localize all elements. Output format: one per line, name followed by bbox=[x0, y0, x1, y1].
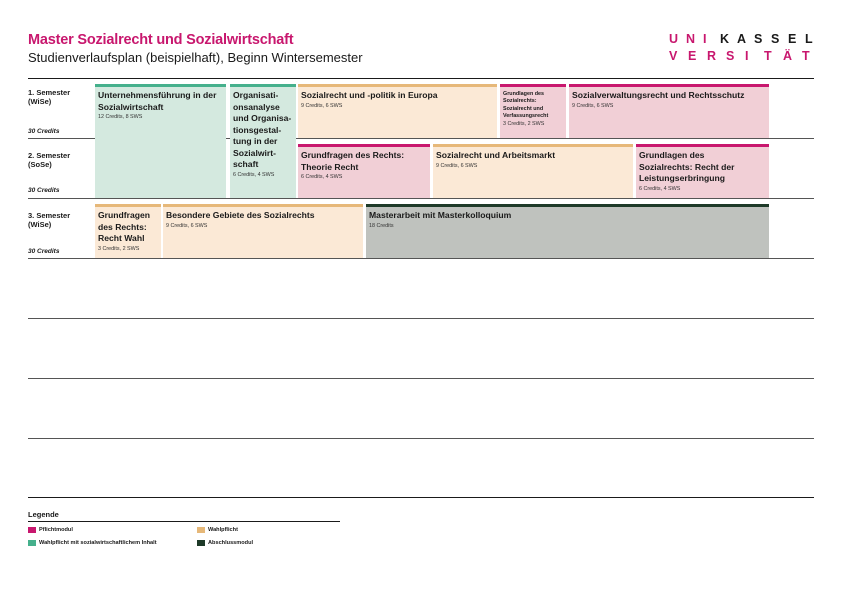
semester-label-1: 1. Semester (WiSe) bbox=[28, 88, 71, 106]
semester-divider-3 bbox=[28, 258, 814, 259]
module-title: Besondere Gebiete des Sozialrechts bbox=[166, 210, 315, 220]
module-theorie-recht[interactable] bbox=[298, 144, 430, 198]
legend-label: Wahlpflicht mit sozialwirtschaftlichem Inhalt bbox=[39, 540, 157, 546]
module-besondere-gebiete[interactable] bbox=[163, 204, 363, 258]
legend-label: Wahlpflicht bbox=[208, 527, 238, 533]
module-unternehmensfuehrung[interactable] bbox=[95, 84, 226, 198]
legend-divider bbox=[28, 521, 340, 522]
empty-row-divider-1 bbox=[28, 318, 814, 319]
university-logo bbox=[669, 32, 819, 63]
module-details: 9 Credits, 6 SWS bbox=[572, 102, 614, 109]
module-details: 3 Credits, 2 SWS bbox=[98, 245, 140, 252]
module-recht-wahl[interactable] bbox=[95, 204, 161, 258]
table-bottom-divider bbox=[28, 497, 814, 498]
module-masterarbeit[interactable] bbox=[366, 204, 769, 258]
module-title: Sozialrecht und Arbeitsmarkt bbox=[436, 150, 556, 160]
module-title: Grundfragen des Rechts: Theorie Recht bbox=[301, 150, 405, 172]
semester-credits-2: 30 Credits bbox=[28, 187, 60, 194]
empty-row-divider-2 bbox=[28, 378, 814, 379]
module-title: Masterarbeit mit Masterkolloquium bbox=[369, 210, 512, 220]
module-details: 6 Credits, 4 SWS bbox=[233, 171, 275, 178]
module-details: 12 Credits, 8 SWS bbox=[98, 114, 143, 120]
module-sozialrecht-arbeitsmarkt[interactable] bbox=[433, 144, 633, 198]
module-organisationsanalyse[interactable] bbox=[230, 84, 296, 198]
logo-row-1: U N I K A S S E L bbox=[669, 32, 813, 46]
legend-item-abschluss bbox=[197, 540, 253, 546]
legend-swatch-pflicht bbox=[28, 527, 36, 533]
page-subtitle: Studienverlaufsplan (beispielhaft), Beginn Wintersemester bbox=[28, 50, 363, 65]
legend-title: Legende bbox=[28, 510, 59, 519]
semester-credits-1: 30 Credits bbox=[28, 128, 60, 135]
module-sozialrecht-europa[interactable] bbox=[298, 84, 497, 138]
module-details: 9 Credits, 6 SWS bbox=[301, 102, 343, 109]
module-details: 9 Credits, 6 SWS bbox=[166, 222, 208, 229]
page-title: Master Sozialrecht und Sozialwirtschaft bbox=[28, 32, 294, 48]
semester-credits-3: 30 Credits bbox=[28, 248, 60, 255]
module-details: 18 Credits bbox=[369, 222, 394, 229]
module-grundlagen-verfassungsrecht[interactable] bbox=[500, 84, 566, 138]
header-divider bbox=[28, 78, 814, 79]
legend-swatch-wahlpflicht-sozialwirtschaft bbox=[28, 540, 36, 546]
module-details: 6 Credits, 4 SWS bbox=[639, 185, 681, 192]
legend-label: Abschlussmodul bbox=[208, 540, 254, 546]
legend-item-wahlpflicht bbox=[197, 527, 238, 533]
module-leistungserbringung[interactable] bbox=[636, 144, 769, 198]
legend-item-wahlpflicht-sozialwirtschaft bbox=[28, 540, 157, 546]
module-title: Grundlagen des Sozialrechts: Recht der Leistungserbringung bbox=[639, 150, 735, 183]
module-title: Unternehmensführung in der Sozialwirtschaft bbox=[98, 90, 217, 112]
module-details: 9 Credits, 6 SWS bbox=[436, 162, 478, 169]
module-title: Grundlagen des Sozialrechts: Sozialrecht und Verfassungsrecht bbox=[503, 91, 549, 120]
module-title: Organisati- onsanalyse und Organisa- tionsgestal- tung in der Sozialwirt- schaft bbox=[233, 90, 292, 169]
legend-swatch-abschluss bbox=[197, 540, 205, 546]
module-details: 6 Credits, 4 SWS bbox=[301, 174, 343, 180]
module-sozialverwaltungsrecht[interactable] bbox=[569, 84, 769, 138]
legend-swatch-wahlpflicht bbox=[197, 527, 205, 533]
semester-divider-2 bbox=[28, 198, 814, 199]
empty-row-divider-3 bbox=[28, 438, 814, 439]
module-title: Grundfragen des Rechts: Recht Wahl bbox=[98, 210, 151, 243]
module-details: 3 Credits, 2 SWS bbox=[503, 120, 545, 127]
module-title: Sozialrecht und -politik in Europa bbox=[301, 90, 438, 100]
legend-item-pflicht bbox=[28, 527, 73, 533]
legend-label: Pflichtmodul bbox=[39, 527, 73, 533]
semester-label-2: 2. Semester (SoSe) bbox=[28, 151, 71, 169]
logo-row-2: V E R S I T Ä T bbox=[669, 49, 810, 63]
semester-label-3: 3. Semester (WiSe) bbox=[28, 211, 71, 229]
module-title: Sozialverwaltungsrecht und Rechtsschutz bbox=[572, 90, 745, 100]
